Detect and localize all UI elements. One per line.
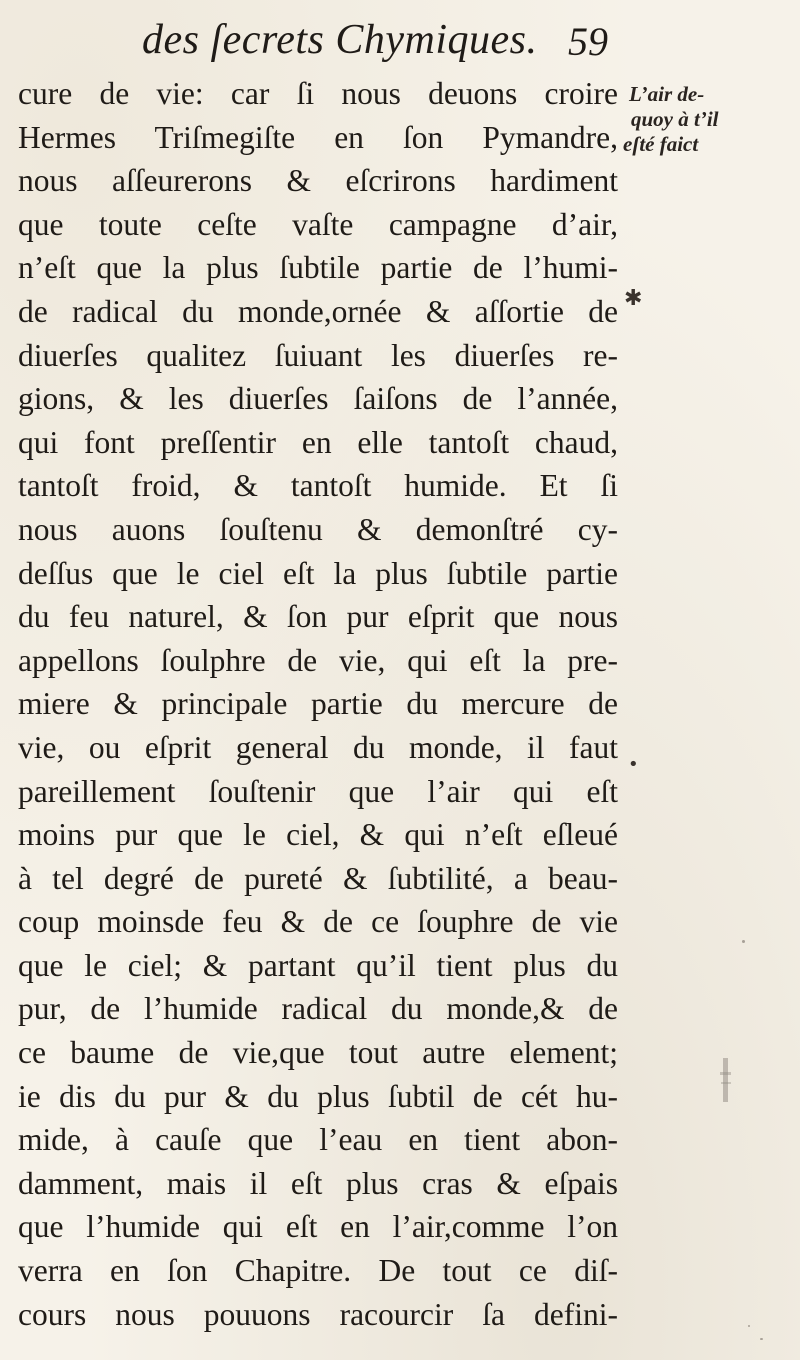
text-line: mide, à cauſe que l’eau en tient abon- — [18, 1122, 618, 1158]
asterisk-mark-icon: ✱ — [624, 286, 643, 311]
text-line: Hermes Triſmegiſte en ſon Pymandre, — [18, 119, 618, 155]
text-line: n’eſt que la plus ſubtile partie de l’humi- — [18, 250, 618, 286]
margin-note — [623, 82, 743, 157]
text-line: cure de vie: car ſi nous deuons croire — [18, 76, 618, 111]
text-line: miere & principale partie du mercure de — [18, 686, 618, 722]
running-title: des ſecrets Chymiques. — [142, 17, 538, 63]
text-line: vie, ou eſprit general du monde, il faut — [18, 729, 618, 765]
paper-speck — [748, 1325, 750, 1327]
text-line: tantoſt froid, & tantoſt humide. Et ſi — [18, 468, 618, 504]
text-line: verra en ſon Chapitre. De tout ce diſ- — [18, 1253, 618, 1289]
text-line: ie dis du pur & du plus ſubtil de cét hu- — [18, 1078, 618, 1114]
text-line: que le ciel; & partant qu’il tient plus du — [18, 947, 618, 983]
text-line: à tel degré de pureté & ſubtilité, a beau- — [18, 860, 618, 896]
text-line: ce baume de vie,que tout autre element; — [18, 1035, 618, 1071]
text-line: nous aſſeurerons & eſcrirons hardiment — [18, 163, 618, 199]
margin-note-line: quoy à t’il — [631, 107, 719, 131]
dot-mark-icon: • — [628, 754, 639, 775]
page-header — [0, 10, 800, 70]
text-line: moins pur que le ciel, & qui n’eſt eſleué — [18, 817, 618, 853]
text-line: appellons ſoulphre de vie, qui eſt la pre- — [18, 642, 618, 678]
text-line: pur, de l’humide radical du monde,& de — [18, 991, 618, 1027]
text-line: coup moinsde feu & de ce ſouphre de vie — [18, 904, 618, 940]
text-line: que l’humide qui eſt en l’air,comme l’on — [18, 1209, 618, 1245]
text-line: de radical du monde,ornée & aſſortie de — [18, 293, 618, 329]
text-line: diuerſes qualitez ſuiuant les diuerſes re- — [18, 337, 618, 373]
text-line: nous auons ſouſtenu & demonſtré cy- — [18, 511, 618, 547]
text-line: cours nous pouuons racourcir ſa defini- — [18, 1296, 618, 1332]
text-line: du feu naturel, & ſon pur eſprit que nous — [18, 599, 618, 635]
paper-speck — [760, 1338, 763, 1340]
margin-note-line: L’air de- — [629, 82, 705, 106]
body-text — [18, 72, 618, 1336]
text-line: que toute ceſte vaſte campagne d’air, — [18, 206, 618, 242]
text-line: gions, & les diuerſes ſaiſons de l’année, — [18, 381, 618, 417]
text-line: pareillement ſouſtenir que l’air qui eſt — [18, 773, 618, 809]
margin-note-line: eſté faict — [623, 132, 699, 156]
text-line: damment, mais il eſt plus cras & eſpais — [18, 1165, 618, 1201]
page-number: 59 — [568, 19, 608, 64]
ink-bleed-mark — [720, 1058, 732, 1102]
paper-speck — [742, 940, 745, 943]
text-line: deſſus que le ciel eſt la plus ſubtile partie — [18, 555, 618, 591]
text-line: qui font preſſentir en elle tantoſt chaud, — [18, 424, 618, 460]
